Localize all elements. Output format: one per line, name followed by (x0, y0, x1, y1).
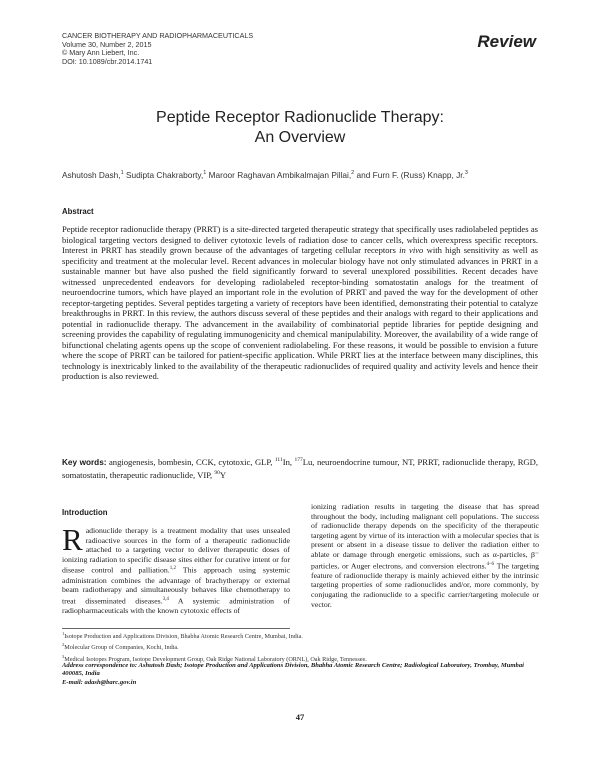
keywords-text: Y (219, 470, 227, 481)
author-name: Maroor Raghavan Ambikalmajan Pillai, (206, 170, 352, 180)
footnote-marker: 1 (62, 631, 65, 636)
drop-cap: R (62, 522, 83, 557)
isotope-mass: 111 (274, 457, 283, 463)
affiliation-marker: 1 (203, 170, 207, 177)
body-column-left (62, 522, 290, 616)
abstract-text: with high sensitivity as well as specificity and treatment at the molecular level. Recent advances in molecular biology have not only stimulated advances in PRRT in a sustainable manner but have also pushed the field significantly forward to several unexplored possibilities. Recent decades have witnessed unprecedented endeavors for developing radiolabeled receptor-binding somatostatin analogs for the treatment of neuroendocrine tumors, which have played an important role in the evolution of PRRT and paved the way for the development of other receptor-targeting peptides. Several peptides targeting a variety of receptors have been identified, demonstrating their potential to catalyze breakthroughs in PRRT. In this review, the authors discuss several of these peptides and their analogs with regard to their applications and potential in radionuclide therapy. The advancement in the availability of combinatorial peptide libraries for peptide designing and screening provides the capability of regulating immunogenicity and chemical manipulability. Moreover, the availability of a wide range of bifunctional chelating agents opens up the scope of convenient radiolabeling. For these reasons, it would be possible to envision a future where the scope of PRRT can be tailored for patient-specific application. While PRRT lies at the interface between many disciplines, this technology is inextricably linked to the availability of the therapeutic radionuclides of required quality and activity levels and hence their production is also reviewed. (62, 245, 538, 381)
body-text: This approach using systemic administration combines the advantage of brachytherapy or external beam radiotherapy and simultaneously behaves like chemotherapy to treat disseminated diseases. (62, 565, 290, 606)
journal-header (62, 32, 253, 66)
title-line-1: Peptide Receptor Radionuclide Therapy: (156, 109, 444, 126)
footnote-divider (62, 628, 290, 629)
journal-name: CANCER BIOTHERAPY AND RADIOPHARMACEUTICALS (62, 31, 254, 40)
footnote-marker: 3 (62, 653, 65, 659)
affiliation-marker: 1 (120, 170, 124, 177)
keywords-text: In, (282, 456, 295, 467)
citation: 3,4 (162, 596, 169, 602)
body-column-right (311, 502, 539, 609)
author-list (62, 170, 542, 180)
introduction-heading: Introduction (62, 508, 108, 517)
isotope-mass: 177 (294, 457, 303, 463)
isotope-mass: 90 (214, 470, 220, 477)
keywords-label: Key words: (62, 457, 107, 467)
author-name: Ashutosh Dash, (62, 170, 121, 180)
body-text: adionuclide therapy is a treatment modality that uses unsealed radioactive sources in the form of a therapeutic radionuclide attached to a targeting vector to deliver therapeutic doses of ionizing radiation to specific disease sites either for curative intent or for disease control and palliation. (62, 526, 290, 575)
journal-volume: Volume 30, Number 2, 2015 (62, 39, 152, 49)
footnote-text: Isotope Production and Applications Division, Bhabha Atomic Research Centre, Mumbai, India. (64, 633, 303, 641)
citation: 1,2 (169, 566, 176, 572)
affiliation-marker: 2 (351, 170, 355, 177)
footnote (62, 641, 538, 652)
footnote-marker: 2 (62, 642, 65, 648)
abstract-text: Peptide receptor radionuclide therapy (PRRT) is a site-directed targeted therapeutic strategy that specifically uses radiolabeled peptides as biological targeting vectors designed to deliver cytotoxic levels of radiation dose to cancer cells, which overexpress specific receptors. Interest in PRRT has steadily grown because of the advantages of targeting cellular receptors (62, 224, 538, 255)
article-type-badge: Review (477, 32, 536, 51)
affiliation-marker: 3 (464, 170, 468, 177)
footnote-text: Molecular Group of Companies, Kochi, India. (64, 644, 179, 652)
title-line-2: An Overview (254, 129, 346, 146)
keywords-line (62, 455, 538, 481)
abstract-body (62, 224, 538, 382)
affiliation-footnotes (62, 630, 538, 664)
footnote-text: Medical Isotopes Program, Isotope Development Group, Oak Ridge National Laboratory (ORNL), Oak Ridge, Tennessee. (64, 655, 367, 663)
body-text: ionizing radiation results in targeting the disease that has spread throughout the body, including malignant cell populations. The success of radionuclide therapy depends on the specificity of the therapeutic targeting agent by virtue of its interaction with a molecular species that is present or absent in a disease tissue to deliver the radiation either to ablate or damage through energetic emissions, such as α-particles, β⁻ particles, or Auger electrons, and conversion electrons. (311, 502, 539, 571)
citation: 4–6 (486, 561, 495, 567)
doi-line: DOI: 10.1089/cbr.2014.1741 (62, 56, 153, 66)
author-name: Sudipta Chakraborty, (123, 170, 204, 180)
body-text: A systemic administration of radiopharmaceuticals with the known cytotoxic effects of (62, 596, 290, 615)
paper-title (0, 108, 600, 148)
footnote (62, 630, 538, 641)
author-name: and Furn F. (Russ) Knapp, Jr. (354, 170, 465, 180)
correspondence-address: Address correspondence to: Ashutosh Dash; Isotope Production and Applications Division, Bhabha Atomic Research Centre; Radiological Laboratory, Trombay, Mumbai 400085, India (62, 662, 524, 678)
abstract-heading: Abstract (62, 207, 94, 216)
abstract-italic-term: in vivo (399, 245, 424, 255)
correspondence-block (62, 662, 538, 687)
correspondence-email: E-mail: adash@barc.gov.in (62, 678, 137, 686)
keywords-text: Lu, neuroendocrine tumour, NT, PRRT, radionuclide therapy, RGD, somatostatin, therapeutic radionuclide, VIP, (62, 456, 538, 481)
page-number: 47 (295, 712, 305, 722)
copyright-line: © Mary Ann Liebert, Inc. (62, 48, 140, 58)
body-text: The targeting feature of radionuclide therapy is mainly achieved either by the intrinsic targeting properties of some radionuclides and/or, more commonly, by conjugating the radionuclide to a specific carrier/targeting molecule or vector. (311, 561, 539, 609)
keywords-text: angiogenesis, bombesin, CCK, cytotoxic, GLP, (106, 456, 275, 467)
